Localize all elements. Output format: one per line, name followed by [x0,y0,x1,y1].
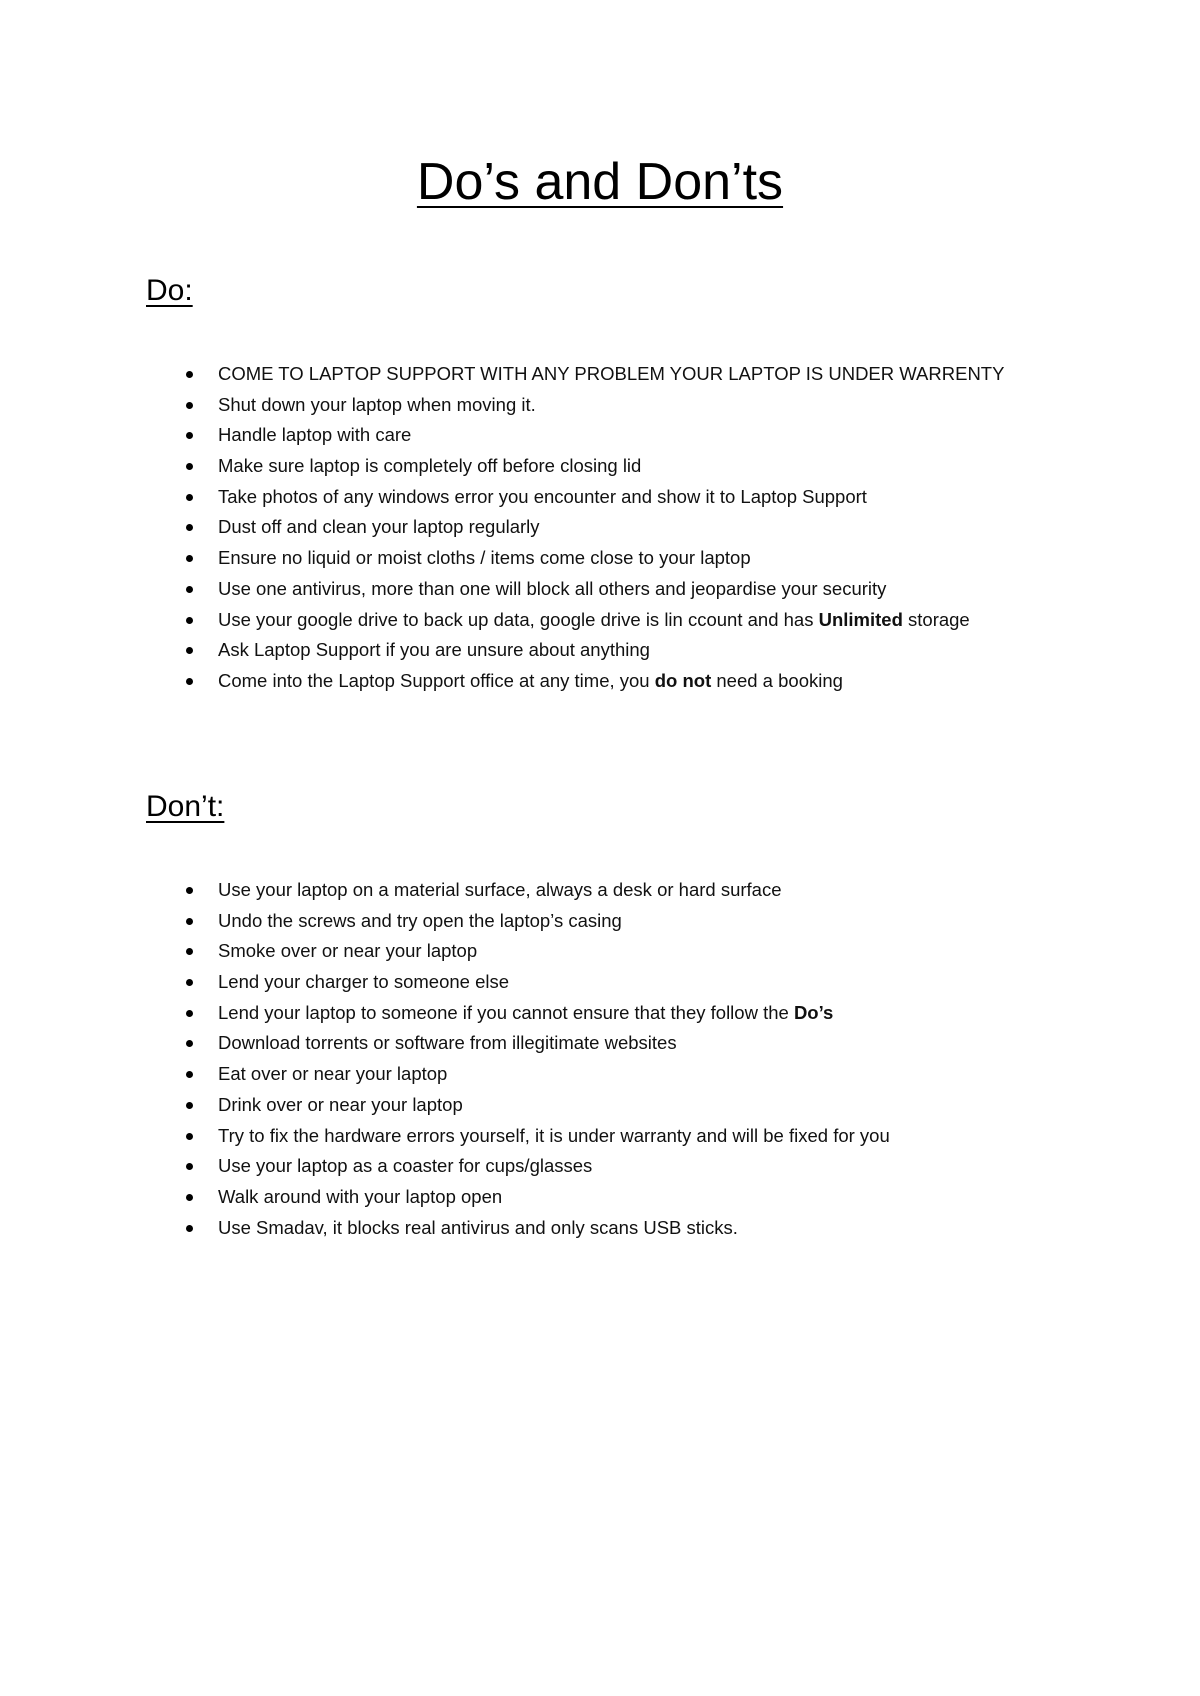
list-item [186,1121,1176,1152]
list-item [186,543,1176,574]
bullet-icon [186,887,193,894]
bullet-icon [186,524,193,531]
list-item-text: Use one antivirus, more than one will block all others and jeopardise your security [218,577,887,599]
list-item-emphasis: Unlimited [818,608,903,630]
list-item-text: Lend your laptop to someone if you cannot ensure that they follow the [218,1001,794,1023]
list-item [186,420,1176,451]
bullet-icon [186,586,193,593]
document-title-text: Do’s and Don’ts [416,153,784,211]
list-item-text: need a booking [711,669,843,691]
list-item-text: Ask Laptop Support if you are unsure about anything [218,639,650,661]
list-item [186,936,1176,967]
do-list [186,359,1176,697]
list-item-text: Take photos of any windows error you encounter and show it to Laptop Support [218,485,867,507]
list-item-text: Make sure laptop is completely off before closing lid [218,455,642,477]
list-item-text: Lend your charger to someone else [218,971,510,993]
list-item-text: Drink over or near your laptop [218,1093,463,1115]
do-section-heading: Do: [146,274,193,307]
list-item-text: Download torrents or software from illegitimate websites [218,1032,677,1054]
bullet-icon [186,979,193,986]
list-item [186,482,1176,513]
list-item [186,512,1176,543]
bullet-icon [186,494,193,501]
list-item [186,666,1176,697]
bullet-icon [186,1102,193,1109]
list-item-text: Use Smadav, it blocks real antivirus and only scans USB sticks. [218,1216,738,1238]
list-item-text: Use your google drive to back up data, google drive is lin ccount and has [218,608,819,630]
list-item-emphasis: Do’s [793,1001,834,1023]
list-item-text: Use your laptop as a coaster for cups/glasses [218,1155,593,1177]
dont-list [186,875,1176,1243]
list-item-text: Shut down your laptop when moving it. [218,393,536,415]
list-item-text: COME TO LAPTOP SUPPORT WITH ANY PROBLEM YOUR LAPTOP IS UNDER WARRENTY [218,363,1005,384]
list-item-text: Undo the screws and try open the laptop’s casing [218,909,622,931]
list-item-text: Handle laptop with care [218,424,412,446]
list-item [186,1182,1176,1213]
bullet-icon [186,617,193,624]
dont-section-heading: Don’t: [146,790,225,823]
list-item-text: Use your laptop on a material surface, always a desk or hard surface [218,879,782,900]
list-item-text: Eat over or near your laptop [218,1063,448,1085]
bullet-icon [186,1225,193,1232]
list-item-text: Come into the Laptop Support office at any time, you [218,669,655,691]
bullet-icon [186,1194,193,1201]
list-item-text: Walk around with your laptop open [218,1185,503,1207]
list-item-text: Try to fix the hardware errors yourself, it is under warranty and will be fixed for you [218,1124,890,1146]
bullet-icon [186,948,193,955]
list-item [186,875,1176,906]
list-item-text: Ensure no liquid or moist cloths / items come close to your laptop [218,547,751,569]
bullet-icon [186,1133,193,1140]
bullet-icon [186,432,193,439]
bullet-icon [186,1163,193,1170]
bullet-icon [186,1040,193,1047]
list-item [186,1028,1176,1059]
list-item [186,998,1176,1029]
list-item [186,1213,1176,1244]
list-item-text: Dust off and clean your laptop regularly [218,516,540,538]
bullet-icon [186,371,193,378]
bullet-icon [186,918,193,925]
bullet-icon [186,402,193,409]
list-item [186,390,1176,421]
bullet-icon [186,1010,193,1017]
list-item [186,359,1176,390]
list-item-text: storage [902,608,970,630]
list-item [186,967,1176,998]
document-title [0,150,1200,214]
list-item [186,574,1176,605]
list-item [186,451,1176,482]
bullet-icon [186,678,193,685]
bullet-icon [186,463,193,470]
list-item [186,1090,1176,1121]
list-item [186,1151,1176,1182]
list-item-emphasis: do not [654,669,712,691]
list-item [186,906,1176,937]
bullet-icon [186,555,193,562]
list-item [186,635,1176,666]
list-item-text: Smoke over or near your laptop [218,940,478,962]
list-item [186,1059,1176,1090]
bullet-icon [186,1071,193,1078]
list-item [186,605,1176,636]
bullet-icon [186,647,193,654]
